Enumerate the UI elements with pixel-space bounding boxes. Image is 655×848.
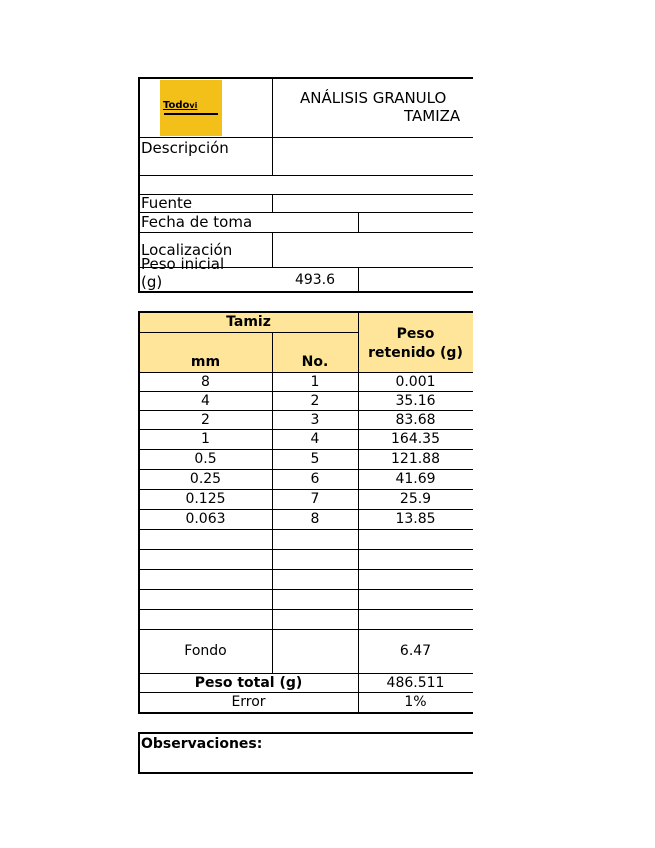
no-cell: 3 xyxy=(310,412,320,428)
no-header: No. xyxy=(301,354,329,370)
peso-cell: 83.68 xyxy=(395,412,436,428)
peso-inicial-value: 493.6 xyxy=(294,272,336,288)
logo-suffix: vi xyxy=(189,101,198,110)
mm-cell: 0.25 xyxy=(189,471,222,487)
observaciones-label: Observaciones: xyxy=(141,736,263,752)
fecha-toma-label: Fecha de toma xyxy=(141,213,253,231)
peso-cell: 121.88 xyxy=(391,451,440,467)
error-label: Error xyxy=(231,694,266,710)
tamiz-header: Tamiz xyxy=(226,314,271,330)
peso-cell: 0.001 xyxy=(395,374,436,390)
mm-cell: 2 xyxy=(201,412,210,428)
mm-cell: 8 xyxy=(201,374,210,390)
mm-cell: 4 xyxy=(201,393,210,409)
peso-header-line2: retenido (g) xyxy=(368,345,463,361)
no-cell: 2 xyxy=(310,393,320,409)
mm-cell: 1 xyxy=(201,431,210,447)
company-logo xyxy=(160,80,222,136)
peso-cell: 35.16 xyxy=(395,393,436,409)
peso-cell: 164.35 xyxy=(391,431,440,447)
document-title-line1: ANÁLISIS GRANULO xyxy=(300,89,447,107)
fondo-label: Fondo xyxy=(184,643,227,659)
peso-total-value: 486.511 xyxy=(386,675,445,691)
logo-text: Todo xyxy=(163,100,190,111)
no-cell: 8 xyxy=(310,511,320,527)
mm-header: mm xyxy=(190,354,221,370)
mm-cell: 0.125 xyxy=(185,491,226,507)
error-value: 1% xyxy=(404,694,427,710)
mm-cell: 0.5 xyxy=(194,451,217,467)
no-cell: 5 xyxy=(310,451,320,467)
peso-header-line1: Peso xyxy=(396,326,435,342)
peso-cell: 13.85 xyxy=(395,511,436,527)
fondo-value: 6.47 xyxy=(399,643,432,659)
fuente-label: Fuente xyxy=(141,194,193,212)
no-cell: 4 xyxy=(310,431,320,447)
peso-cell: 41.69 xyxy=(395,471,436,487)
peso-inicial-label: Peso inicial xyxy=(141,255,225,273)
document-title-line2: TAMIZA xyxy=(404,107,461,125)
mm-cell: 0.063 xyxy=(185,511,226,527)
peso-total-label: Peso total (g) xyxy=(194,675,303,691)
peso-inicial-unit: (g) xyxy=(141,273,163,291)
localizacion-label: Localización xyxy=(141,241,233,259)
peso-cell: 25.9 xyxy=(399,491,432,507)
no-cell: 6 xyxy=(310,471,320,487)
descripcion-label: Descripción xyxy=(141,139,229,157)
no-cell: 1 xyxy=(310,374,320,390)
no-cell: 7 xyxy=(310,491,320,507)
